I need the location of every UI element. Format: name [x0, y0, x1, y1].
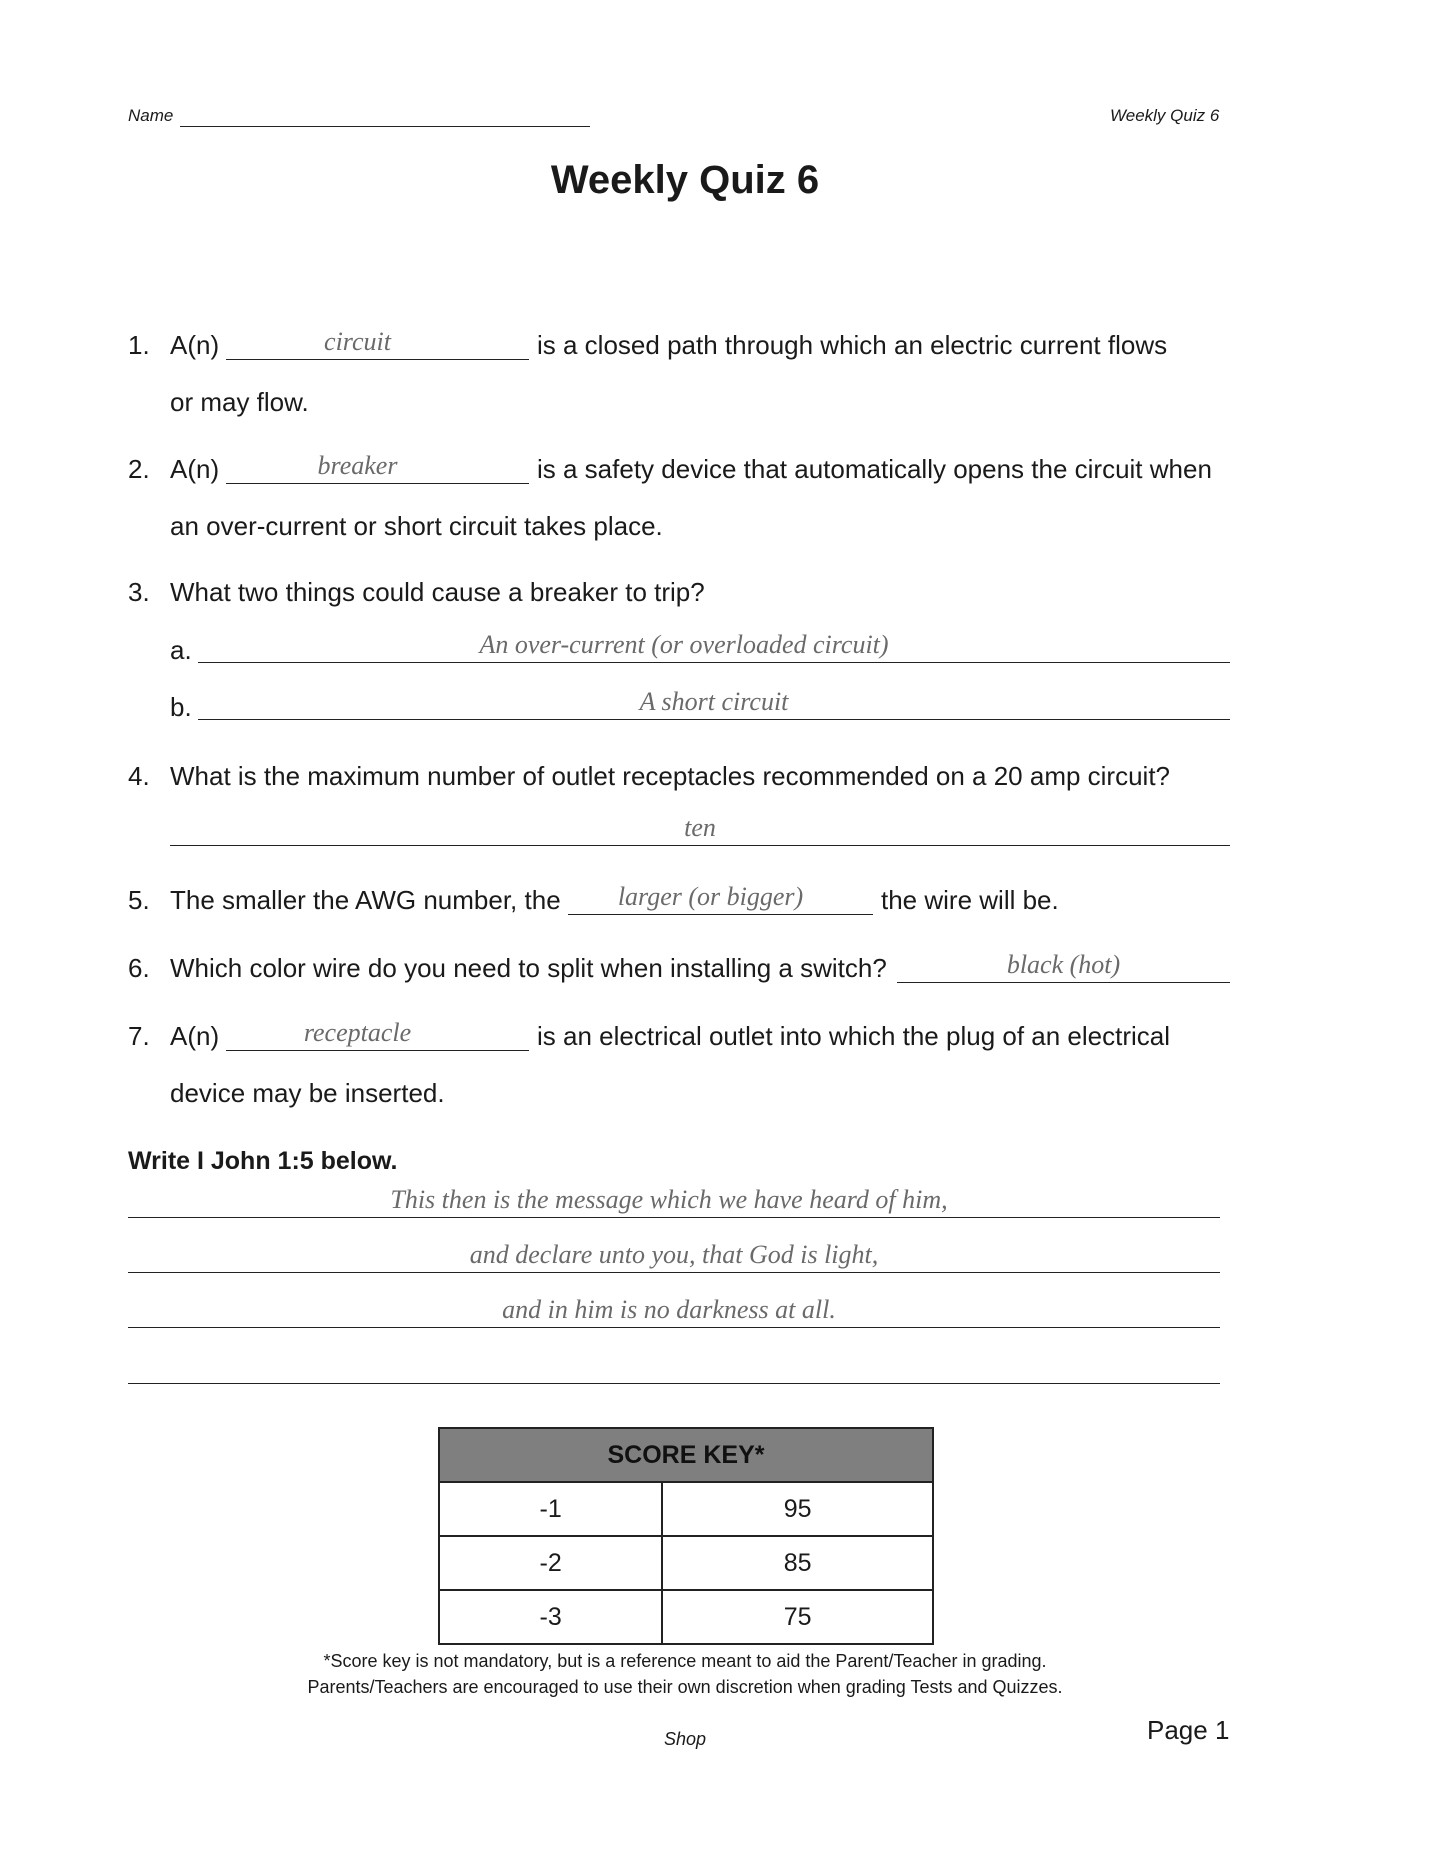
scripture-heading: Write I John 1:5 below.	[128, 1147, 398, 1175]
q2-prefix: A(n)	[170, 454, 220, 484]
missed-cell: -3	[439, 1590, 662, 1644]
scripture-text-3: and in him is no darkness at all.	[502, 1295, 836, 1324]
q3b-answer-blank[interactable]	[198, 687, 1230, 720]
table-row	[439, 1536, 933, 1590]
page-number: Page 1	[1147, 1715, 1230, 1745]
q2-text-cont: an over-current or short circuit takes place.	[170, 511, 663, 541]
q3a-answer: An over-current (or overloaded circuit)	[479, 630, 889, 659]
score-key-note-2: Parents/Teachers are encouraged to use their own discretion when grading Tests and Quizzes.	[307, 1677, 1063, 1697]
q1-text-cont: or may flow.	[170, 387, 309, 417]
q4-answer-blank[interactable]	[170, 813, 1230, 846]
score-key-title: SCORE KEY*	[439, 1428, 933, 1482]
q1-prefix: A(n)	[170, 330, 220, 360]
score-cell: 75	[662, 1590, 933, 1644]
q2-answer: breaker	[317, 451, 398, 480]
scripture-line-2[interactable]	[128, 1240, 1220, 1273]
q1-answer-blank[interactable]	[226, 327, 529, 360]
q2-answer-blank[interactable]	[226, 451, 529, 484]
name-label: Name	[128, 106, 174, 125]
table-row	[439, 1590, 933, 1644]
q3-text: What two things could cause a breaker to trip?	[170, 577, 705, 607]
q5-number: 5.	[128, 885, 150, 915]
scripture-text-1: This then is the message which we have heard of him,	[390, 1185, 948, 1214]
missed-cell: -1	[439, 1482, 662, 1536]
q2-text: is a safety device that automatically opens the circuit when	[537, 454, 1212, 484]
q5-answer: larger (or bigger)	[617, 882, 804, 911]
scripture-line-1[interactable]	[128, 1185, 1220, 1218]
q6-number: 6.	[128, 953, 150, 983]
q6-answer: black (hot)	[1006, 950, 1121, 979]
q1-text: is a closed path through which an electric current flows	[537, 330, 1168, 360]
q7-text-cont: device may be inserted.	[170, 1078, 445, 1108]
q3b-answer: A short circuit	[639, 687, 789, 716]
footer-subject: Shop	[663, 1729, 707, 1749]
q5-text: The smaller the AWG number, the	[170, 885, 561, 915]
q7-text: is an electrical outlet into which the plug of an electrical	[537, 1021, 1171, 1051]
q4-number: 4.	[128, 761, 150, 791]
q3b-label: b.	[170, 692, 192, 722]
scripture-line-3[interactable]	[128, 1295, 1220, 1328]
page-title: Weekly Quiz 6	[550, 158, 820, 202]
q5-text-cont: the wire will be.	[881, 885, 1059, 915]
score-cell: 85	[662, 1536, 933, 1590]
q7-answer-blank[interactable]	[226, 1018, 529, 1051]
q3a-answer-blank[interactable]	[198, 630, 1230, 663]
q7-prefix: A(n)	[170, 1021, 220, 1051]
q1-number: 1.	[128, 330, 150, 360]
q6-answer-blank[interactable]	[897, 950, 1230, 983]
scripture-text-2: and declare unto you, that God is light,	[469, 1240, 879, 1269]
score-cell: 95	[662, 1482, 933, 1536]
header-quiz-label: Weekly Quiz 6	[1110, 106, 1220, 125]
q3-number: 3.	[128, 577, 150, 607]
q2-number: 2.	[128, 454, 150, 484]
q7-answer: receptacle	[303, 1018, 412, 1047]
name-field-line[interactable]	[180, 108, 590, 127]
q7-number: 7.	[128, 1021, 150, 1051]
q4-answer: ten	[684, 813, 716, 842]
q6-text: Which color wire do you need to split when installing a switch?	[170, 953, 887, 983]
scripture-line-4[interactable]	[128, 1351, 1220, 1384]
table-row	[439, 1482, 933, 1536]
q4-text: What is the maximum number of outlet receptacles recommended on a 20 amp circuit?	[170, 761, 1171, 791]
score-key-table	[438, 1427, 934, 1645]
q3a-label: a.	[170, 635, 192, 665]
q1-answer: circuit	[324, 327, 391, 356]
missed-cell: -2	[439, 1536, 662, 1590]
score-key-note-1: *Score key is not mandatory, but is a reference meant to aid the Parent/Teacher in grading.	[323, 1651, 1047, 1671]
q5-answer-blank[interactable]	[568, 882, 873, 915]
